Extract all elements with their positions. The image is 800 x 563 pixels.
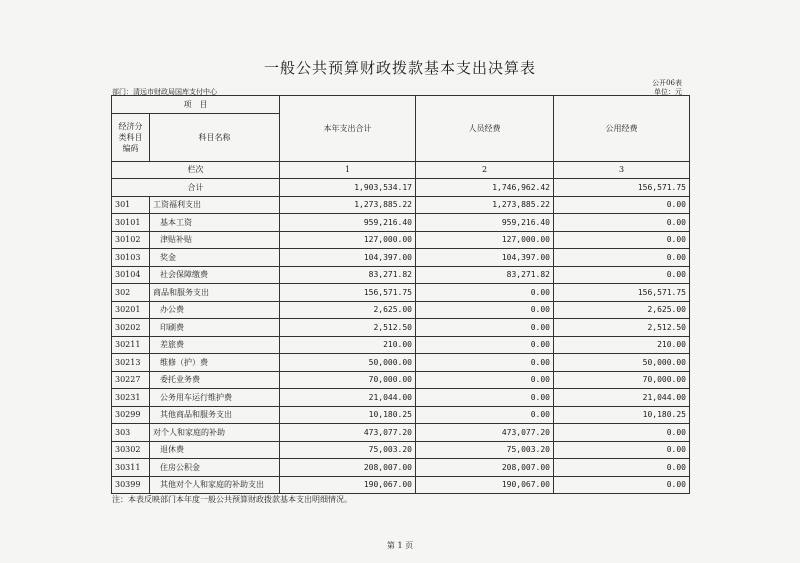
total-row [112, 179, 690, 197]
row-col1: 208,007.00 [280, 459, 416, 477]
row-code: 30104 [112, 266, 150, 284]
row-col2: 1,273,885.22 [416, 196, 554, 214]
row-code: 30299 [112, 406, 150, 424]
expenditure-table [111, 95, 690, 494]
row-name: 印刷费 [150, 319, 280, 337]
row-col2: 0.00 [416, 284, 554, 302]
department-label: 部门：清远市财政局国库支付中心 [112, 88, 217, 96]
table-row [112, 459, 690, 477]
row-name: 基本工资 [150, 214, 280, 232]
row-col2: 208,007.00 [416, 459, 554, 477]
row-col2: 127,000.00 [416, 231, 554, 249]
row-name: 办公费 [150, 301, 280, 319]
row-name: 其他商品和服务支出 [150, 406, 280, 424]
row-col2: 0.00 [416, 406, 554, 424]
row-col1: 75,003.20 [280, 441, 416, 459]
row-col3: 2,512.50 [554, 319, 690, 337]
row-name: 维修（护）费 [150, 354, 280, 372]
form-number: 公开06表 [652, 79, 682, 87]
row-code: 30201 [112, 301, 150, 319]
table-row [112, 424, 690, 442]
row-col3: 21,044.00 [554, 389, 690, 407]
table-row [112, 406, 690, 424]
table-row [112, 319, 690, 337]
row-col1: 1,273,885.22 [280, 196, 416, 214]
row-col3: 0.00 [554, 266, 690, 284]
row-col2: 959,216.40 [416, 214, 554, 232]
page-number: 第 1 页 [386, 541, 414, 550]
row-code: 30227 [112, 371, 150, 389]
row-name: 其他对个人和家庭的补助支出 [150, 476, 280, 494]
row-col3: 70,000.00 [554, 371, 690, 389]
table-row [112, 336, 690, 354]
header-col3: 公用经费 [554, 96, 690, 162]
row-col1: 190,067.00 [280, 476, 416, 494]
column-number-1: 1 [280, 161, 416, 179]
row-name: 工资福利支出 [150, 196, 280, 214]
row-col3: 0.00 [554, 459, 690, 477]
row-code: 303 [112, 424, 150, 442]
table-row [112, 301, 690, 319]
row-code: 30302 [112, 441, 150, 459]
row-name: 对个人和家庭的补助 [150, 424, 280, 442]
row-code: 30101 [112, 214, 150, 232]
total-col3: 156,571.75 [554, 179, 690, 197]
column-number-2: 2 [416, 161, 554, 179]
row-col2: 0.00 [416, 319, 554, 337]
row-col3: 0.00 [554, 249, 690, 267]
table-row [112, 354, 690, 372]
table-row [112, 196, 690, 214]
row-col3: 0.00 [554, 441, 690, 459]
row-name: 商品和服务支出 [150, 284, 280, 302]
row-code: 30399 [112, 476, 150, 494]
row-col2: 0.00 [416, 301, 554, 319]
row-col3: 0.00 [554, 196, 690, 214]
row-col1: 2,625.00 [280, 301, 416, 319]
row-code: 30231 [112, 389, 150, 407]
row-name: 津贴补贴 [150, 231, 280, 249]
row-name: 退休费 [150, 441, 280, 459]
row-col1: 21,044.00 [280, 389, 416, 407]
row-col3: 0.00 [554, 214, 690, 232]
total-col1: 1,903,534.17 [280, 179, 416, 197]
row-col2: 0.00 [416, 336, 554, 354]
row-col1: 210.00 [280, 336, 416, 354]
table-row [112, 476, 690, 494]
row-col1: 959,216.40 [280, 214, 416, 232]
row-col1: 156,571.75 [280, 284, 416, 302]
header-lanci: 栏次 [112, 161, 280, 179]
row-code: 30213 [112, 354, 150, 372]
row-name: 社会保障缴费 [150, 266, 280, 284]
row-col2: 190,067.00 [416, 476, 554, 494]
row-name: 住房公积金 [150, 459, 280, 477]
row-code: 30311 [112, 459, 150, 477]
row-col1: 10,180.25 [280, 406, 416, 424]
row-code: 30202 [112, 319, 150, 337]
row-col2: 104,397.00 [416, 249, 554, 267]
table-row [112, 389, 690, 407]
table-row [112, 214, 690, 232]
table-row [112, 266, 690, 284]
row-name: 委托业务费 [150, 371, 280, 389]
row-col3: 2,625.00 [554, 301, 690, 319]
table-row [112, 231, 690, 249]
table-row [112, 284, 690, 302]
row-col2: 473,077.20 [416, 424, 554, 442]
page-title: 一般公共预算财政拨款基本支出决算表 [263, 59, 536, 77]
row-code: 301 [112, 196, 150, 214]
total-label: 合计 [112, 179, 280, 197]
row-col3: 0.00 [554, 231, 690, 249]
row-name: 公务用车运行维护费 [150, 389, 280, 407]
row-col2: 83,271.82 [416, 266, 554, 284]
header-item: 项 目 [112, 96, 280, 114]
row-code: 302 [112, 284, 150, 302]
row-name: 奖金 [150, 249, 280, 267]
row-col2: 75,003.20 [416, 441, 554, 459]
footnote: 注：本表反映部门本年度一般公共预算财政拨款基本支出明细情况。 [112, 495, 352, 504]
row-col3: 0.00 [554, 424, 690, 442]
row-col1: 70,000.00 [280, 371, 416, 389]
table-row [112, 441, 690, 459]
row-col1: 127,000.00 [280, 231, 416, 249]
table-row [112, 371, 690, 389]
header-code: 经济分类科目编码 [112, 113, 150, 161]
row-col1: 2,512.50 [280, 319, 416, 337]
row-col1: 83,271.82 [280, 266, 416, 284]
table-row [112, 249, 690, 267]
unit-label: 单位：元 [654, 88, 682, 96]
row-code: 30103 [112, 249, 150, 267]
row-col2: 0.00 [416, 389, 554, 407]
row-col3: 156,571.75 [554, 284, 690, 302]
row-col3: 0.00 [554, 476, 690, 494]
header-name: 科目名称 [150, 113, 280, 161]
total-col2: 1,746,962.42 [416, 179, 554, 197]
row-col1: 473,077.20 [280, 424, 416, 442]
row-col2: 0.00 [416, 354, 554, 372]
row-code: 30102 [112, 231, 150, 249]
column-number-3: 3 [554, 161, 690, 179]
row-col2: 0.00 [416, 371, 554, 389]
header-col1: 本年支出合计 [280, 96, 416, 162]
row-col1: 50,000.00 [280, 354, 416, 372]
row-name: 差旅费 [150, 336, 280, 354]
header-col2: 人员经费 [416, 96, 554, 162]
row-col3: 10,180.25 [554, 406, 690, 424]
row-col3: 50,000.00 [554, 354, 690, 372]
row-col3: 210.00 [554, 336, 690, 354]
row-col1: 104,397.00 [280, 249, 416, 267]
row-code: 30211 [112, 336, 150, 354]
